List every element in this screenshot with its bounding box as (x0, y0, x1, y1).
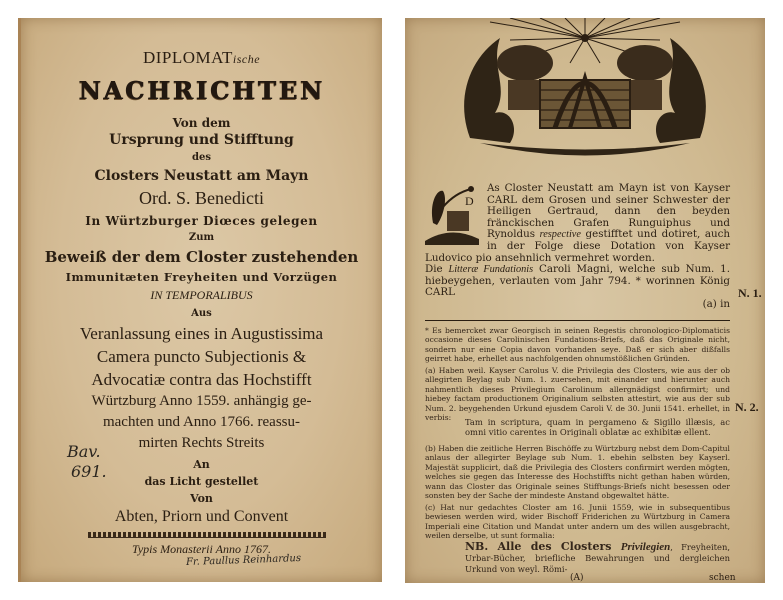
footnote-divider (425, 320, 730, 321)
title-line: Advocatiæ contra das Hochstifft (91, 370, 312, 389)
title-line: Ursprung und Stifftung (109, 132, 294, 148)
nb-lead: NB. Alle des Closters (465, 540, 621, 553)
para1-text: As Closter Neustatt am Mayn ist von Kayser CARL dem Grosen und seiner Schwester der Heiligen Gertraud, dann den beyden fränckischen Grafen Runguiphus und Rynoldus (487, 182, 730, 241)
title-line: das Licht gestellet (144, 475, 259, 488)
title-line: mirten Rechts Streits (138, 435, 265, 451)
title-line: machten und Anno 1766. reassu- (102, 414, 301, 430)
para2-catchline: (a) in (702, 297, 730, 310)
title-line: Veranlassung eines in Augustissima (79, 324, 324, 343)
nb-italic: Privilegien (620, 541, 671, 553)
footnote-a: (a) Haben weil. Kayser Carolus V. die Privilegia des Closters, wie aus der ob allegirten Beylag sub Num. 1. zuersehen, mit einander und hierunter auch nahmentlich dieses Privilegium Carolinum allergnädigst confirmirt; und hiebey factam productionem Originalium selbsten attestirt, wie aus der sub Num. 2. beygehenden Urkund ejusdem Caroli V. de 30. Junii 1541. erhellet, in verbis: (425, 366, 730, 423)
title-page (18, 18, 382, 582)
title-line: des (192, 152, 211, 163)
opening-paragraph (425, 183, 730, 311)
footnote-b: (b) Haben die zeitliche Herren Bischöffe zu Würtzburg nebst dem Dom-Capitul anlaus der allegirter Beylage sub Num. 1. ebehin selbsten bey Kayserl. Majestät supplicirt, daß die Privilegia des Closters confirmirt werden mögten, welches sie gegen das Interesse des Hochstiffts nicht gethan haben würden, wann das Closter das Originale seines Stifftungs-Briefs nicht besessen oder sonsten bey der Sache der mindeste Anstand obgewaltet hätte. (425, 444, 730, 501)
title-line: Closters Neustatt am Mayn (94, 168, 309, 184)
title-line: Zum (188, 232, 215, 243)
para1-italic: respective (539, 229, 581, 241)
title-line: Immunitæten Freyheiten und Vorzügen (65, 270, 338, 284)
footnote-nb (465, 541, 730, 575)
imprint: Typis Monasterii Anno 1767. (132, 542, 271, 556)
handwritten-signature: Fr. Paullus Reinhardus (185, 552, 302, 569)
title-nachrichten: NACHRICHTEN (78, 76, 325, 105)
footnote-quote: Tam in scriptura, quam in pergameno & Sigillo illæsis, ac omni vitio carentes in Originali oblatæ ac exhibitæ ellent. (465, 417, 730, 438)
svg-text:D: D (465, 194, 474, 208)
title-line: IN TEMPORALIBUS (150, 288, 253, 302)
margin-note: N. 1. (738, 286, 762, 300)
title-line: Würtzburg Anno 1559. anhängig ge- (91, 393, 312, 409)
ornamental-rule (88, 532, 326, 538)
woodcut-initial-d-icon (421, 183, 483, 247)
para1-rest: gestifftet und dotiret, auch in der Folge diese Dotation von Kayser Ludovico pio ansehnlich vermehret worden. (425, 228, 730, 264)
title-line: Von dem (172, 116, 231, 130)
text-page (405, 18, 765, 583)
title-line: Ord. S. Benedicti (139, 188, 264, 208)
woodcut-headpiece-icon (450, 18, 720, 163)
title-line: Aus (191, 308, 212, 319)
catchword: schen (709, 573, 736, 583)
signature-mark: (A) (570, 573, 584, 583)
title-line: An (193, 458, 210, 471)
handwritten-shelfmark (67, 442, 107, 482)
para2-italic: Litteræ Fundationis (448, 264, 534, 276)
nb-rest: , Freyheiten, Urbar-Bücher, briefliche Bewahrungen und dergleichen Urkund von weyl. Römi- (465, 542, 731, 574)
title-line: Camera puncto Subjectionis & (96, 347, 307, 366)
footnote-c: (c) Hat nur gedachtes Closter am 16. Junii 1559, wie in subsequentibus bewiesen werden wird, wider Bischoff Friderichen zu Würtzburg in Camera Imperiali eine Citation und Mandat unter andern um des willen ausgebracht, weilen derselbe, ut sunt formalia: (425, 503, 730, 541)
para2-start: Die (425, 263, 449, 276)
title-line: Beweiß der dem Closter zustehenden (44, 248, 359, 266)
shelfmark-line: Bav. (67, 442, 101, 461)
title-suffix: ische (232, 52, 261, 66)
title-diplomatische (21, 48, 382, 68)
margin-note: N. 2. (735, 400, 759, 414)
shelfmark-line: 691. (71, 462, 107, 481)
footnote-star: * Es bemercket zwar Georgisch in seinen Regestis chronologico-Diplomaticis occasione dieses Carolinischen Fundations-Briefs, daß das Originale nicht, sondern nur eine Copia davon vorhanden seye. Daß er sich aber dißfalls geirret habe, erhellet aus nachfolgenden ohnumstößlichen Gründen. (425, 326, 730, 364)
para2-rest: Caroli Magni, welche sub Num. 1. hiebeygehen, verlauten vom Jahr 794. * worinnen König CARL (425, 263, 730, 299)
title-line: Von (190, 492, 213, 505)
title-line: In Würtzburger Diœces gelegen (85, 214, 318, 228)
title-line: Abten, Priorn und Convent (114, 508, 289, 525)
title-caps: DIPLOMAT (142, 48, 233, 67)
